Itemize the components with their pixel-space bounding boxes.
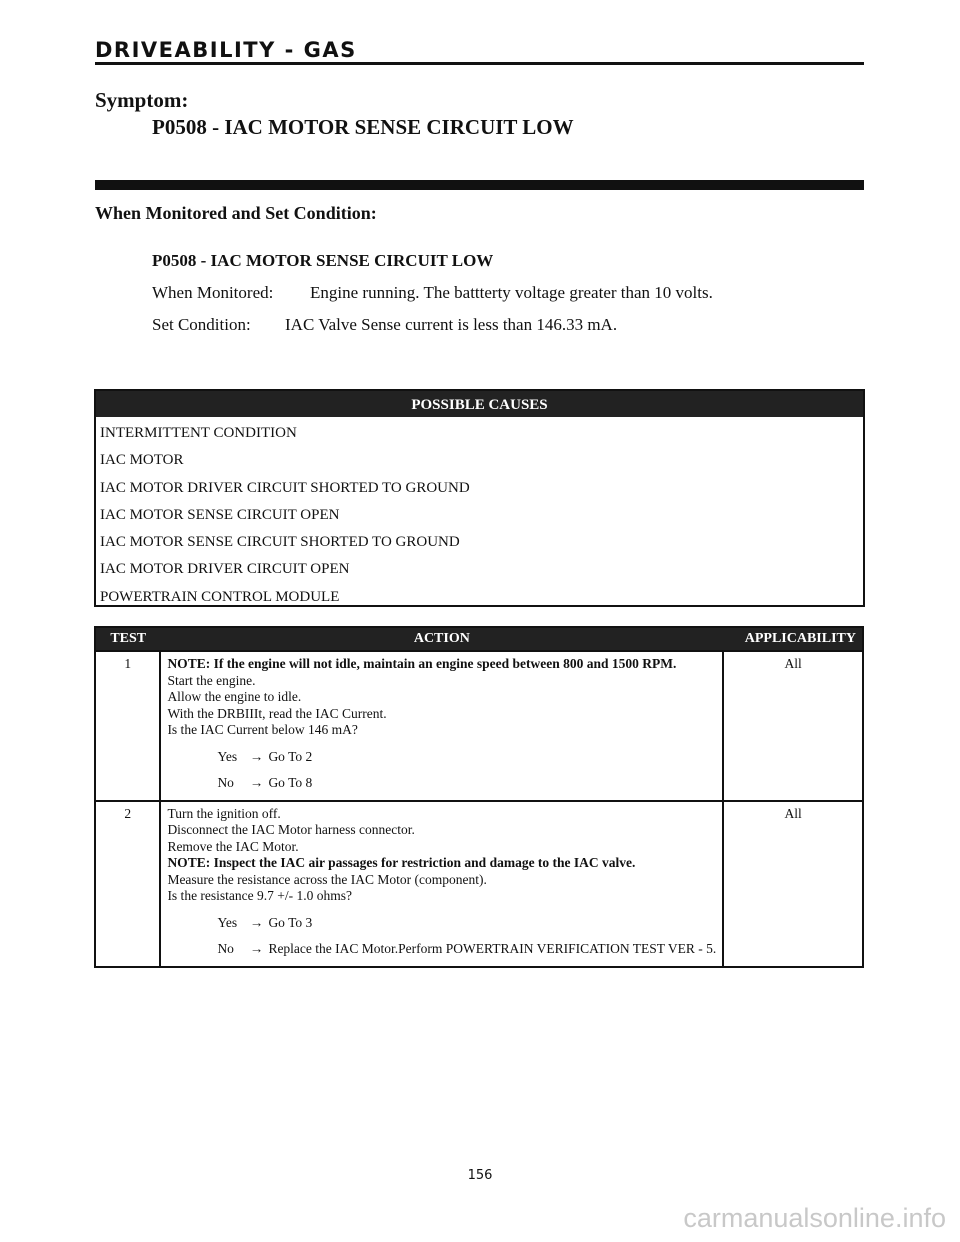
yes-result: Go To 2 [268, 748, 313, 764]
arrow-icon: → [249, 914, 264, 930]
test-applicability: All [723, 801, 863, 967]
monitored-code: P0508 - IAC MOTOR SENSE CIRCUIT LOW [152, 251, 494, 270]
test-question: Is the IAC Current below 146 mA? [167, 722, 358, 737]
test-step: Disconnect the IAC Motor harness connector. [167, 822, 415, 837]
yes-branch [167, 915, 716, 932]
set-condition-line [152, 315, 617, 335]
no-label: No [217, 775, 234, 790]
no-result: Go To 8 [268, 775, 313, 790]
no-label: No [217, 941, 234, 956]
test-table [94, 626, 864, 968]
test-step: Remove the IAC Motor. [167, 838, 299, 854]
no-result-line: Perform POWERTRAIN VERIFICATION TEST VER - 5. [398, 941, 717, 956]
arrow-icon: → [249, 748, 264, 764]
cause-item: IAC MOTOR [100, 452, 184, 469]
when-monitored-label: When Monitored: [152, 283, 274, 302]
yes-label: Yes [217, 748, 238, 764]
test-row [95, 801, 863, 967]
yes-label: Yes [217, 914, 238, 930]
no-result [268, 941, 716, 958]
test-action [160, 651, 723, 801]
test-row [95, 651, 863, 801]
possible-causes-box [94, 389, 865, 607]
test-action [160, 801, 723, 967]
when-monitored-line [152, 283, 713, 303]
test-number: 2 [95, 801, 160, 967]
test-note: NOTE: Inspect the IAC air passages for restriction and damage to the IAC valve. [167, 855, 636, 870]
watermark-link[interactable]: carmanualsonline.info [683, 1203, 946, 1233]
cause-item: POWERTRAIN CONTROL MODULE [100, 588, 340, 605]
cause-item: IAC MOTOR DRIVER CIRCUIT SHORTED TO GROUND [100, 479, 470, 496]
arrow-icon: → [249, 941, 264, 956]
test-note: NOTE: If the engine will not idle, maintain an engine speed between 800 and 1500 RPM. [167, 656, 677, 671]
cause-item: INTERMITTENT CONDITION [100, 425, 297, 441]
cause-item: IAC MOTOR SENSE CIRCUIT SHORTED TO GROUND [100, 534, 460, 551]
header-applicability: APPLICABILITY [723, 627, 863, 651]
test-step: With the DRBIIIt, read the IAC Current. [167, 705, 387, 721]
symptom-label: Symptom: [95, 88, 189, 112]
no-result-line: Replace the IAC Motor. [268, 941, 399, 956]
arrow-icon: → [249, 775, 264, 790]
header-action: ACTION [160, 627, 723, 651]
possible-causes-list [96, 417, 863, 605]
header-test: TEST [95, 627, 160, 651]
when-monitored-text: Engine running. The battterty voltage greater than 10 volts. [310, 283, 713, 302]
test-step: Allow the engine to idle. [167, 689, 302, 704]
set-condition-label: Set Condition: [152, 315, 251, 334]
set-condition-text: IAC Valve Sense current is less than 146.33 mA. [285, 315, 618, 334]
test-step: Turn the ignition off. [167, 805, 281, 821]
no-branch [167, 941, 716, 958]
symptom-code: P0508 - IAC MOTOR SENSE CIRCUIT LOW [152, 115, 574, 139]
title-rule [95, 62, 864, 65]
cause-item: IAC MOTOR DRIVER CIRCUIT OPEN [100, 561, 350, 578]
test-step: Start the engine. [167, 672, 256, 688]
yes-branch [167, 749, 716, 766]
no-branch [167, 775, 716, 792]
yes-result: Go To 3 [268, 914, 313, 930]
test-table-header [95, 627, 863, 651]
section-title: DRIVEABILITY - GAS [95, 38, 357, 62]
divider-bar [95, 180, 864, 190]
test-question: Is the resistance 9.7 +/- 1.0 ohms? [167, 888, 353, 903]
cause-item: IAC MOTOR SENSE CIRCUIT OPEN [100, 506, 340, 523]
test-step: Measure the resistance across the IAC Motor (component). [167, 871, 487, 887]
page-number: 156 [467, 1168, 493, 1183]
test-number: 1 [95, 651, 160, 801]
monitored-heading: When Monitored and Set Condition: [95, 203, 377, 223]
possible-causes-header: POSSIBLE CAUSES [96, 391, 863, 417]
test-applicability: All [723, 651, 863, 801]
